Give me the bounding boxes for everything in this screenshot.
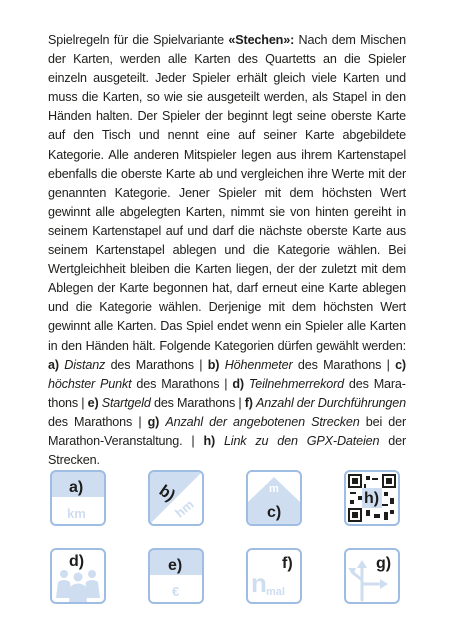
rules-paragraph	[48, 31, 406, 470]
highest-point-icon-unit: m	[269, 483, 279, 495]
variant-name: «Stechen»:	[228, 33, 295, 47]
distance-icon-unit: km	[67, 506, 86, 521]
rules-intro: Spielregeln für die Spielvariante	[48, 33, 229, 47]
elevation-icon-letter: b)	[155, 482, 178, 505]
editions-icon-letter: f)	[282, 555, 293, 572]
entry-fee-icon-letter: e)	[168, 557, 183, 574]
distance-icon-letter: a)	[69, 479, 84, 496]
highest-point-icon-letter: c)	[267, 504, 282, 521]
editions-icon-unit-n: n	[251, 568, 267, 598]
editions-icon-unit-mal: mal	[266, 586, 285, 598]
category-d: d) Teilnehmerrekord des Marathons |	[48, 376, 406, 410]
rules-body: Nach dem Mischen der Karten, werden alle Karten des Quartetts an die Spieler einzeln ausgeteilt. Jeder Spieler erhält gleich viele Karten und muss die Karten, so wie sie ausgeteilt werden, als Stapel in den Händen halten. Der Spieler der beginnt legt seine oberste Karte auf den Tisch und nennt eine auf seiner Karte abgebildete Kategorie. Alle anderen Mitspieler legen aus ihrem Kartenstapel ebenfalls die oberste Karte ab und vergleichen ihre Werte mit der genannten Kategorie. Jener Spieler mit dem höchsten Wert gewinnt alle abgelegten Karten, nimmt sie von hinten gereiht in seinem Kartenstapel auf und darf die nächste oberste Karte aus seinem Kartenstapel ablegen und die Kategorie wählen. Bei Wertgleichheit bleiben die Karten liegen, der der zuletzt mit dem Ablegen der Karte begonnen hat, darf erneut eine Karte ablegen und die Kategorie wählen. Derjenige mit dem höchsten Wert gewinnt alle Karten. Das Spiel endet wenn ein Spieler alle Karten in den Händen hält. Folgende Kategorien dürfen gewählt werden:	[48, 33, 407, 353]
category-e: e) Startgeld des Marathons |	[87, 395, 245, 410]
participants-icon	[50, 548, 106, 604]
elevation-icon	[148, 470, 204, 526]
entry-fee-icon-unit: €	[172, 584, 180, 599]
routes-icon	[344, 548, 400, 604]
entry-fee-icon	[148, 548, 204, 604]
category-h: h) Link zu den GPX-Dateien der Strecken.	[48, 433, 406, 468]
editions-icon	[246, 548, 302, 604]
category-a: a) Distanz des Marathons |	[48, 357, 208, 372]
qr-code-icon[interactable]	[344, 470, 400, 526]
routes-icon-letter: g)	[376, 555, 392, 572]
elevation-icon-unit: hm	[172, 496, 197, 521]
category-c: c) höchster Punkt des Marathons |	[48, 357, 406, 391]
highest-point-icon	[246, 470, 302, 526]
category-f: f) Anzahl der Durchführungen des Marathons |	[48, 395, 406, 429]
qr-code-icon-letter: h)	[364, 490, 380, 507]
category-b: b) Höhenmeter des Marathons |	[207, 357, 396, 372]
distance-icon	[50, 470, 106, 526]
category-g: g) Anzahl der angebotenen Strecken bei der Marathon-Veranstaltung. |	[48, 414, 406, 448]
participants-icon-letter: d)	[69, 553, 85, 570]
